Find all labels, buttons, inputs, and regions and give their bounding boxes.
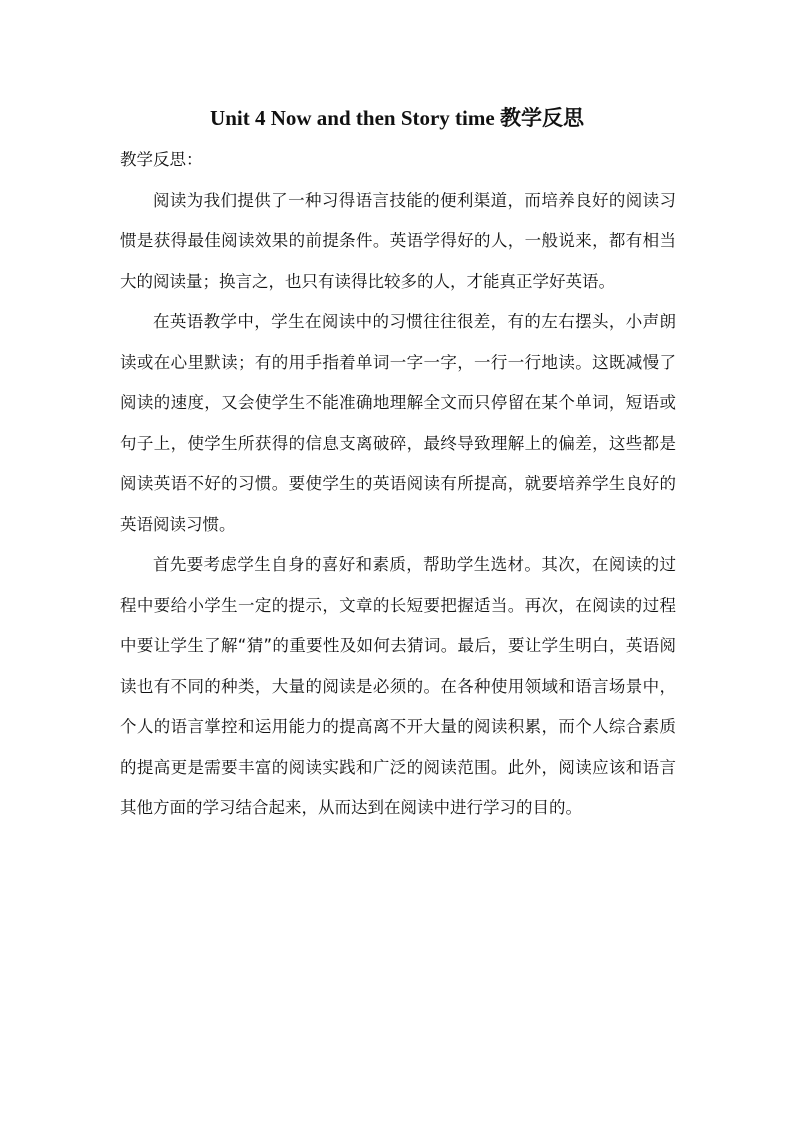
document-title: Unit 4 Now and then Story time 教学反思 <box>210 106 584 130</box>
paragraph-3: 首先要考虑学生自身的喜好和素质，帮助学生选材。其次，在阅读的过程中要给小学生一定的提示，文章的长短要把握适当。再次，在阅读的过程中要让学生了解“猜”的重要性及如何去猜词。最后，要让学生明白，英语阅读也有不同的种类，大量的阅读是必须的。在各种使用领域和语言场景中，个人的语言掌控和运用能力的提高离不开大量的阅读积累，而个人综合素质的提高更是需要丰富的阅读实践和广泛的阅读范围。此外，阅读应该和语言其他方面的学习结合起来，从而达到在阅读中进行学习的目的。 <box>120 555 676 817</box>
paragraph-1: 阅读为我们提供了一种习得语言技能的便利渠道，而培养良好的阅读习惯是获得最佳阅读效果的前提条件。英语学得好的人，一般说来，都有相当大的阅读量；换言之，也只有读得比较多的人，才能真正学好英语。 <box>120 190 676 291</box>
document-body <box>120 140 676 829</box>
paragraph-2: 在英语教学中，学生在阅读中的习惯往往很差，有的左右摆头，小声朗读或在心里默读；有的用手指着单词一字一字，一行一行地读。这既减慢了阅读的速度，又会使学生不能准确地理解全文而只停留在某个单词，短语或句子上，使学生所获得的信息支离破碎，最终导致理解上的偏差，这些都是阅读英语不好的习惯。要使学生的英语阅读有所提高，就要培养学生良好的英语阅读习惯。 <box>120 312 676 534</box>
section-heading: 教学反思： <box>120 150 203 169</box>
